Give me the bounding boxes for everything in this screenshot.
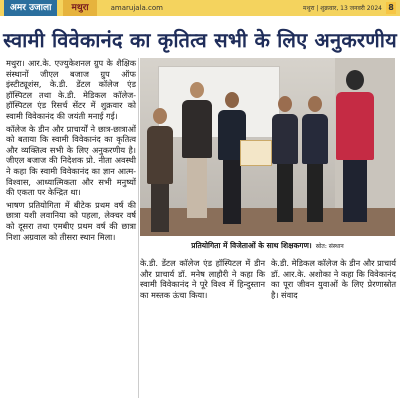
city-label: मथुरा bbox=[63, 0, 96, 16]
paragraph: भाषण प्रतियोगिता में बीटेक प्रथम वर्ष की छात्रा यशी लवानिया को पहला, लेक्चर वर्ष को दूसरा तथा एमबीए प्रथम वर्ष की छात्रा निशा अग्रवाल को तीसरा स्थान मिला। bbox=[6, 199, 136, 242]
person-figure bbox=[336, 70, 374, 222]
newspaper-logo: अमर उजाला bbox=[4, 0, 57, 16]
person-torso bbox=[302, 114, 328, 164]
article-headline: स्वामी विवेकानंद का कृतित्व सभी के लिए अनुकरणीय bbox=[3, 27, 397, 52]
headline-banner bbox=[0, 20, 400, 58]
person-torso bbox=[336, 92, 374, 160]
masthead bbox=[0, 0, 400, 16]
person-torso bbox=[182, 100, 212, 158]
person-figure bbox=[182, 82, 212, 218]
award-plaque bbox=[240, 140, 272, 166]
person-head bbox=[190, 82, 204, 98]
person-legs bbox=[187, 158, 207, 218]
photo-caption bbox=[140, 238, 395, 254]
photo-credit: स्रोत: संस्थान bbox=[315, 243, 344, 250]
person-torso bbox=[272, 114, 298, 164]
person-legs bbox=[307, 164, 323, 222]
website-label: amarujala.com bbox=[110, 4, 163, 12]
article-left-column bbox=[6, 58, 136, 244]
person-legs bbox=[223, 160, 241, 224]
person-head bbox=[225, 92, 239, 108]
person-figure bbox=[272, 96, 298, 222]
person-legs bbox=[277, 164, 293, 222]
article-bottom-column-1 bbox=[140, 258, 265, 302]
paragraph: कॉलेज के डीन और प्राचार्यों ने छात्र-छात्राओं को बताया कि स्वामी विवेकानंद का कृतित्व और व्यक्तित्व सभी के लिए अनुकरणीय है। जीएल बजाज की निदेशक प्रो. नीता अवस्थी ने कहा कि स्वामी विवेकानंद का ज्ञान आत्म-विश्वास, आध्यात्मिकता और सभी मनुष्यों की एकता पर केन्द्रित था। bbox=[6, 123, 136, 198]
article-bottom-column-2 bbox=[271, 258, 396, 302]
page-number: 8 bbox=[386, 2, 396, 14]
person-head bbox=[153, 108, 167, 124]
person-legs bbox=[151, 184, 169, 232]
caption-text: प्रतियोगिता में विजेताओं के साथ शिक्षकगण। bbox=[191, 241, 312, 250]
person-legs bbox=[343, 160, 367, 222]
person-figure bbox=[302, 96, 328, 222]
column-divider bbox=[138, 58, 139, 398]
group-photo bbox=[140, 58, 395, 236]
person-head bbox=[308, 96, 322, 112]
paragraph: के.डी. मेडिकल कॉलेज के डीन और प्राचार्य डॉ. आर.के. अशोका ने कहा कि विवेकानंद का पूरा जीवन युवाओं के लिए प्रेरणास्रोत है। संवाद bbox=[271, 258, 396, 300]
date-label: मथुरा | शुक्रवार, 13 जनवरी 2024 bbox=[303, 5, 382, 12]
paragraph: मथुरा। आर.के. एज्युकेशनल ग्रुप के शैक्षिक संस्थानों जीएल बजाज ग्रुप ऑफ इंस्टीट्यूशंस, के.डी. डेंटल कॉलेज एंड हॉस्पिटल तथा के.डी. मेडिकल कॉलेज-हॉस्पिटल एंड रिसर्च सेंटर में शुक्रवार को स्वामी विवेकानंद की जयंती मनाई गई। bbox=[6, 58, 136, 121]
person-torso bbox=[147, 126, 173, 184]
person-head bbox=[346, 70, 364, 90]
person-figure bbox=[146, 108, 174, 232]
paragraph: के.डी. डेंटल कॉलेज एंड हॉस्पिटल में डीन और प्राचार्य डॉ. मनेष लाहौरी ने कहा कि स्वामी विवेकानंद ने पूरे विश्व में हिन्दुस्तान का मस्तक ऊंचा किया। bbox=[140, 258, 265, 300]
person-head bbox=[278, 96, 292, 112]
